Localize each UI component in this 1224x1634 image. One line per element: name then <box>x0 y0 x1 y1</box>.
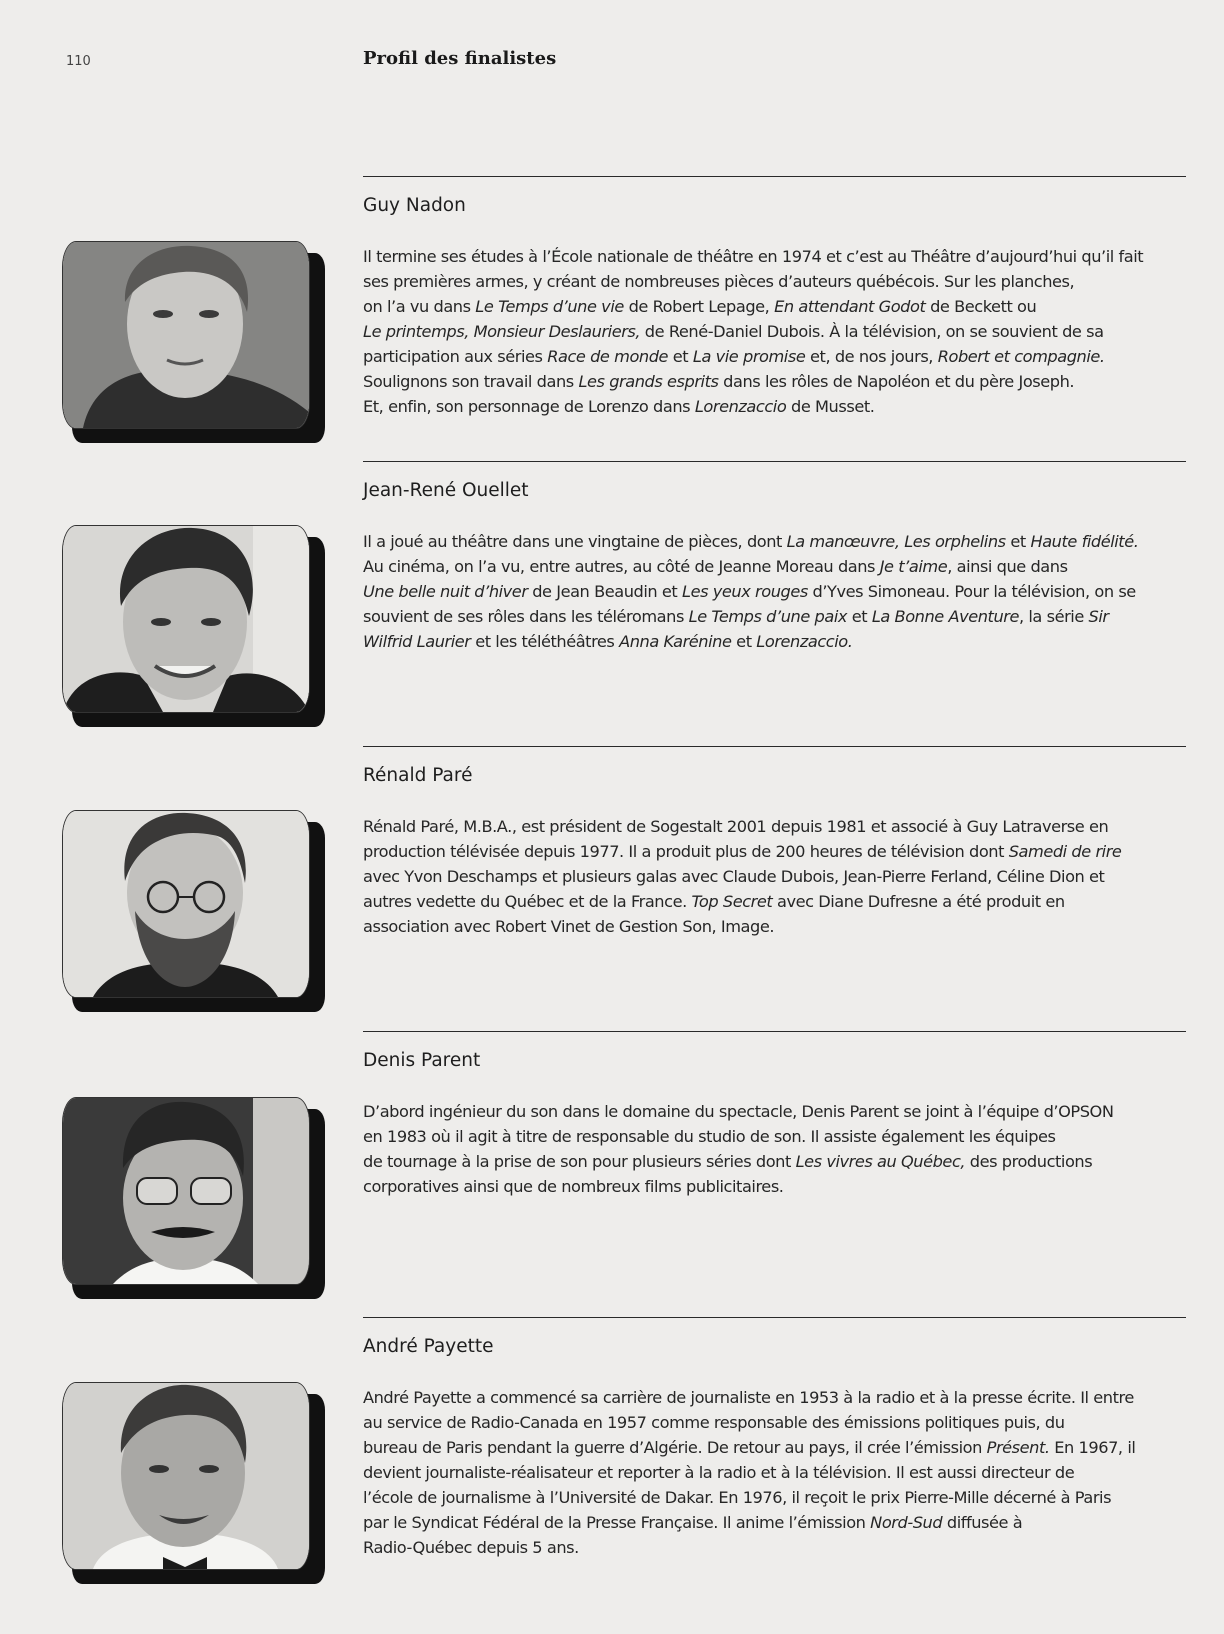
bio-text: et <box>731 632 757 651</box>
bio-line <box>363 1124 1178 1149</box>
bio-text: autres vedette du Québec et de la France. <box>363 892 692 911</box>
bio-line <box>363 1099 1178 1124</box>
bio-text: de Beckett ou <box>925 297 1037 316</box>
profile-guy-nadon <box>0 176 1224 446</box>
bio-text: et, de nos jours, <box>805 347 938 366</box>
portrait-photo <box>60 1382 327 1584</box>
work-title: Robert et compagnie. <box>937 347 1105 366</box>
divider-rule <box>363 1317 1186 1318</box>
work-title: Haute fidélité. <box>1030 532 1139 551</box>
profile-renald-pare <box>0 746 1224 1016</box>
bio-text: et <box>668 347 693 366</box>
profile-jean-rene-ouellet <box>0 461 1224 731</box>
bio-text: d’Yves Simoneau. Pour la télévision, on se <box>807 582 1136 601</box>
profile-name: André Payette <box>363 1336 494 1357</box>
bio-line <box>363 889 1178 914</box>
divider-rule <box>363 176 1186 177</box>
bio-line <box>363 1410 1178 1435</box>
bio-line <box>363 1485 1178 1510</box>
work-title: En attendant Godot <box>774 297 926 316</box>
bio-line <box>363 344 1178 369</box>
bio-text: dans les rôles de Napoléon et du père Joseph. <box>718 372 1075 391</box>
page-number: 110 <box>66 54 91 69</box>
work-title: Les grands esprits <box>578 372 719 391</box>
bio-text: bureau de Paris pendant la guerre d’Algérie. De retour au pays, il crée l’émission <box>363 1438 987 1457</box>
bio-text: et les téléthéâtres <box>470 632 620 651</box>
work-title: Le printemps, Monsieur Deslauriers, <box>363 322 641 341</box>
work-title: Le Temps d’une vie <box>475 297 624 316</box>
portrait-photo <box>60 810 327 1012</box>
work-title: Une belle nuit d’hiver <box>363 582 528 601</box>
bio-line <box>363 1460 1178 1485</box>
bio-text: Il a joué au théâtre dans une vingtaine de pièces, dont <box>363 532 787 551</box>
bio-text: avec Yvon Deschamps et plusieurs galas avec Claude Dubois, Jean-Pierre Ferland, Céline Dion et <box>363 867 1105 886</box>
bio-text: en 1983 où il agit à titre de responsable du studio de son. Il assiste également les équipes <box>363 1127 1056 1146</box>
work-title: Le Temps d’une paix <box>688 607 847 626</box>
bio-line <box>363 369 1178 394</box>
bio-text: participation aux séries <box>363 347 548 366</box>
work-title: La Bonne Aventure <box>871 607 1019 626</box>
profile-bio <box>363 1099 1178 1199</box>
work-title: Samedi de rire <box>1008 842 1122 861</box>
profile-name: Denis Parent <box>363 1050 481 1071</box>
bio-text: de Jean Beaudin et <box>527 582 682 601</box>
bio-text: Et, enfin, son personnage de Lorenzo dans <box>363 397 695 416</box>
work-title: Je t’aime <box>879 557 948 576</box>
bio-text: association avec Robert Vinet de Gestion Son, Image. <box>363 917 775 936</box>
bio-line <box>363 529 1178 554</box>
bio-text: Rénald Paré, M.B.A., est président de Sogestalt 2001 depuis 1981 et associé à Guy Latraverse en <box>363 817 1109 836</box>
profile-denis-parent <box>0 1031 1224 1301</box>
work-title: La manœuvre, Les orphelins <box>786 532 1006 551</box>
profile-bio <box>363 814 1178 939</box>
bio-text: , la série <box>1018 607 1089 626</box>
bio-line <box>363 1385 1178 1410</box>
bio-line <box>363 1149 1178 1174</box>
bio-text: de Musset. <box>786 397 875 416</box>
bio-line <box>363 1510 1178 1535</box>
bio-line <box>363 864 1178 889</box>
bio-line <box>363 629 1178 654</box>
bio-text: de Robert Lepage, <box>623 297 775 316</box>
bio-text: au service de Radio-Canada en 1957 comme responsable des émissions politiques puis, du <box>363 1413 1065 1432</box>
bio-line <box>363 839 1178 864</box>
bio-text: on l’a vu dans <box>363 297 476 316</box>
work-title: Anna Karénine <box>619 632 732 651</box>
divider-rule <box>363 746 1186 747</box>
running-head: Profil des finalistes <box>363 48 557 69</box>
portrait-photo <box>60 1097 327 1299</box>
bio-text: , ainsi que dans <box>947 557 1068 576</box>
bio-line <box>363 294 1178 319</box>
bio-line <box>363 604 1178 629</box>
bio-line <box>363 1535 1178 1560</box>
bio-text: de tournage à la prise de son pour plusieurs séries dont <box>363 1152 796 1171</box>
work-title: Les vivres au Québec, <box>795 1152 966 1171</box>
profile-bio <box>363 529 1178 654</box>
work-title: Top Secret <box>691 892 773 911</box>
bio-text: devient journaliste-réalisateur et reporter à la radio et à la télévision. Il est aussi directeur de <box>363 1463 1075 1482</box>
work-title: Présent. <box>986 1438 1050 1457</box>
bio-text: corporatives ainsi que de nombreux films publicitaires. <box>363 1177 784 1196</box>
bio-line <box>363 244 1178 269</box>
profile-name: Jean-René Ouellet <box>363 480 529 501</box>
divider-rule <box>363 1031 1186 1032</box>
bio-line <box>363 579 1178 604</box>
bio-line <box>363 319 1178 344</box>
bio-line <box>363 394 1178 419</box>
bio-text: D’abord ingénieur du son dans le domaine du spectacle, Denis Parent se joint à l’équipe d’OPSON <box>363 1102 1114 1121</box>
bio-text: Soulignons son travail dans <box>363 372 579 391</box>
bio-line <box>363 269 1178 294</box>
bio-line <box>363 814 1178 839</box>
work-title: Lorenzaccio. <box>756 632 853 651</box>
work-title: Lorenzaccio <box>694 397 787 416</box>
profile-andre-payette <box>0 1317 1224 1587</box>
bio-text: André Payette a commencé sa carrière de journaliste en 1953 à la radio et à la presse écrite. Il entre <box>363 1388 1134 1407</box>
portrait-photo <box>60 525 327 727</box>
bio-text: Radio-Québec depuis 5 ans. <box>363 1538 579 1557</box>
bio-line <box>363 914 1178 939</box>
bio-text: souvient de ses rôles dans les téléromans <box>363 607 689 626</box>
work-title: Nord-Sud <box>870 1513 943 1532</box>
profile-bio <box>363 244 1178 419</box>
work-title: Sir <box>1088 607 1109 626</box>
profile-name: Rénald Paré <box>363 765 473 786</box>
work-title: La vie promise <box>692 347 806 366</box>
bio-line <box>363 554 1178 579</box>
bio-text: diffusée à <box>942 1513 1023 1532</box>
bio-text: par le Syndicat Fédéral de la Presse Française. Il anime l’émission <box>363 1513 871 1532</box>
profile-name: Guy Nadon <box>363 195 466 216</box>
bio-text: ses premières armes, y créant de nombreuses pièces d’auteurs québécois. Sur les planches, <box>363 272 1075 291</box>
bio-line <box>363 1174 1178 1199</box>
portrait-photo <box>60 241 327 443</box>
bio-text: Au cinéma, on l’a vu, entre autres, au côté de Jeanne Moreau dans <box>363 557 880 576</box>
bio-text: des productions <box>965 1152 1093 1171</box>
work-title: Race de monde <box>547 347 669 366</box>
bio-text: Il termine ses études à l’École nationale de théâtre en 1974 et c’est au Théâtre d’aujourd’hui qu’il fait <box>363 247 1144 266</box>
bio-text: l’école de journalisme à l’Université de Dakar. En 1976, il reçoit le prix Pierre-Mille décerné à Paris <box>363 1488 1112 1507</box>
divider-rule <box>363 461 1186 462</box>
bio-text: En 1967, il <box>1049 1438 1136 1457</box>
bio-text: et <box>847 607 872 626</box>
bio-text: avec Diane Dufresne a été produit en <box>772 892 1065 911</box>
bio-text: et <box>1005 532 1031 551</box>
bio-text: de René-Daniel Dubois. À la télévision, on se souvient de sa <box>640 322 1104 341</box>
bio-text: production télévisée depuis 1977. Il a produit plus de 200 heures de télévision dont <box>363 842 1009 861</box>
profile-bio <box>363 1385 1178 1560</box>
work-title: Wilfrid Laurier <box>363 632 471 651</box>
bio-line <box>363 1435 1178 1460</box>
work-title: Les yeux rouges <box>682 582 808 601</box>
